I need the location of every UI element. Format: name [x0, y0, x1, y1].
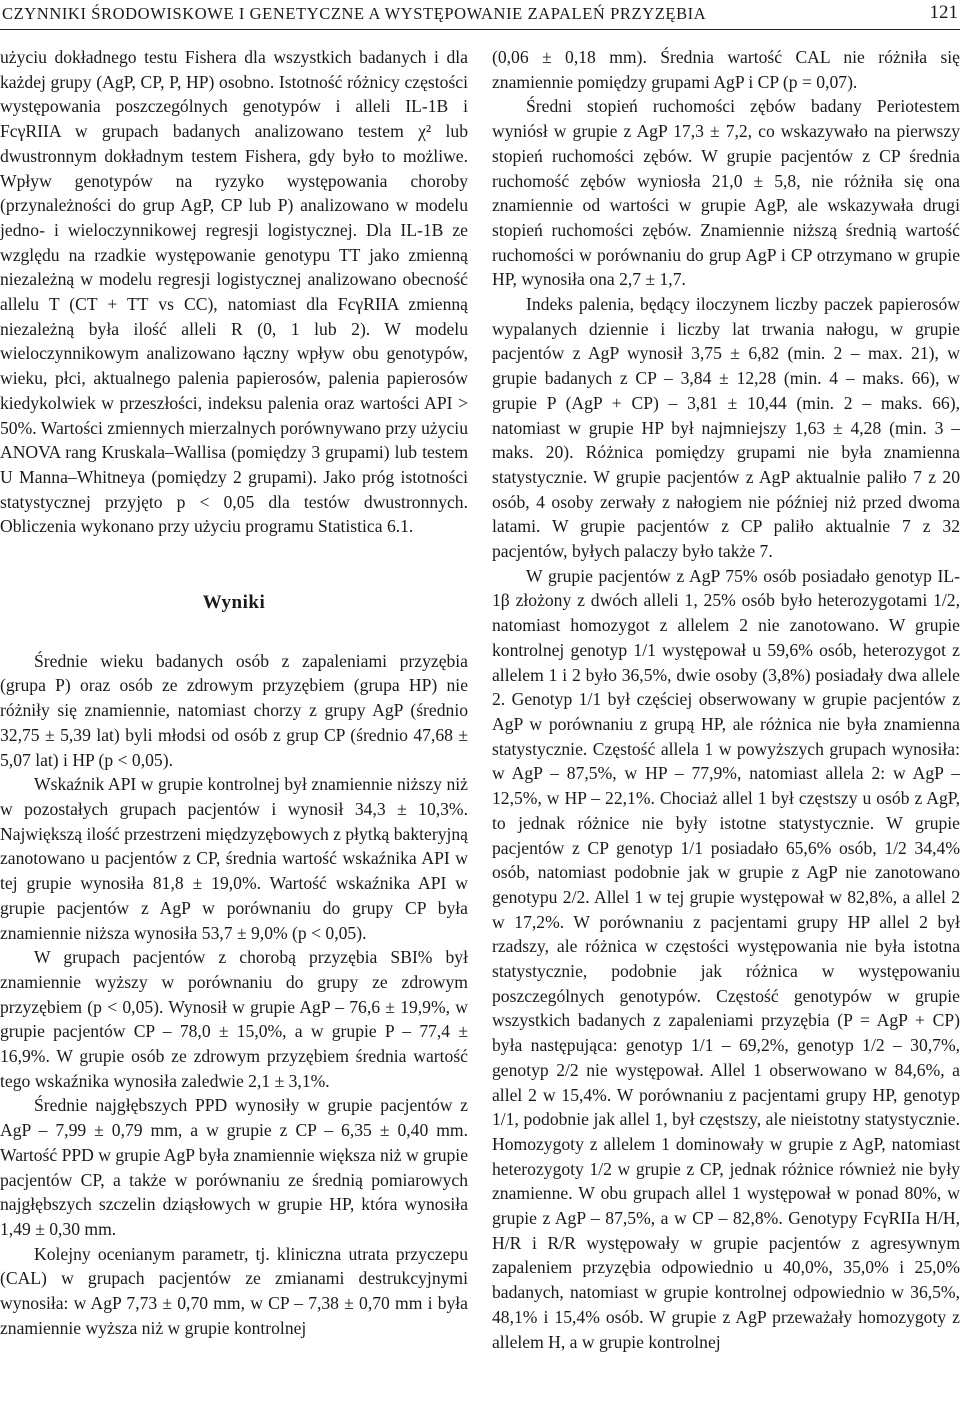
results-paragraph: (0,06 ± 0,18 mm). Średnia wartość CAL nie różniła się znamiennie pomiędzy grupami AgP i CP (p = 0,07).	[492, 47, 960, 92]
results-paragraph: W grupie pacjentów z AgP 75% osób posiadało genotyp IL-1β złożony z dwóch alleli 1, 25% osób było heterozygotami 1/2, natomiast homozygot z allelem 2 nie zanotowano. W grupie kontrolnej genotyp 1/1 występował u 59,6% osób, heterozygot z allelem 1 i 2 było 36,5%, dwie osoby (3,8%) posiadały dwa allele 2. Genotyp 1/1 był częściej obserwowany w grupie pacjentów z AgP w porównaniu z grupą HP, ale różnica nie była znamienna statystycznie. Częstość allela 1 w powyższych grupach wynosiła: w AgP – 87,5%, w HP – 77,9%, natomiast allela 2: w AgP – 12,5%, w HP – 22,1%. Chociaż allel 1 był częstszy u osób z AgP, to jednak różnice nie były istotne statystycznie. W grupie pacjentów z CP genotyp 1/1 posiadało 65,6% osób, 1/2 34,4% osób, natomiast podobnie jak w grupie z AgP nie zanotowano genotypu 2/2. Allel 1 w tej grupie występował w 82,8%, a allel 2 w 17,2%. W porównaniu z pacjentami grupy HP allel 2 był rzadszy, ale różnica w częstości występowania nie była istotna statystycznie, podobnie jak różnica w występowaniu poszczególnych genotypów. Częstość genotypów w grupie wszystkich badanych z zapaleniami przyzębia (P = AgP + CP) była następująca: genotyp 1/1 – 69,2%, genotyp 1/2 – 30,7%, genotyp 2/2 nie występował. Allel 1 obserwowano w 84,6%, a allel 2 w 15,4%. W porównaniu z pacjentami grupy HP, genotyp 1/1, podobnie jak allel 1, był częstszy, ale nieistotny statystycznie. Homozygoty z allelem 1 dominowały w grupie z AgP, natomiast heterozygoty 1/2 w grupie z CP, jednak różnice również nie były znamienne. W obu grupach allel 1 występował w ponad 80%, w grupie z AgP – 87,5%, a w CP – 82,8%. Genotypy FcγRIIa H/H, H/R i R/R występowały w grupie pacjentów z agresywnym zapaleniem przyzębia odpowiednio u 40,0%, 35,0% i 25,0% badanych, natomiast w grupie kontrolnej odpowiednio w 36,5%, 48,1% i 15,4% osób. W grupie z AgP przeważały homozygoty z allelem H, a w grupie kontrolnej	[492, 565, 960, 1352]
running-title: CZYNNIKI ŚRODOWISKOWE I GENETYCZNE A WYSTĘPOWANIE ZAPALEŃ PRZYZĘBIA	[2, 4, 707, 23]
results-paragraph: Średnie najgłębszych PPD wynosiły w grupie pacjentów z AgP – 7,99 ± 0,79 mm, a w grupie z CP – 6,35 ± 0,40 mm. Wartość PPD w grupie AgP była znamiennie większa niż w grupie pacjentów CP, a także w porównaniu ze średnią pomiarowych najgłębszych szczelin dziąsłowych w grupie HP, która wynosiła 1,49 ± 0,30 mm.	[0, 1095, 468, 1239]
page-number: 121	[929, 2, 958, 23]
results-paragraph: W grupach pacjentów z chorobą przyzębia SBI% był znamiennie wyższy w porównaniu do grupy ze zdrowym przyzębiem (p < 0,05). Wynosił w grupie AgP – 76,6 ± 19,9%, w grupie pacjentów CP – 78,0 ± 15,0%, a w grupie P – 77,4 ± 16,9%. W grupie osób ze zdrowym przyzębiem średnia wartość tego wskaźnika wynosiła zaledwie 2,1 ± 3,1%.	[0, 947, 468, 1091]
results-paragraph: Kolejny ocenianym parametr, tj. kliniczna utrata przyczepu (CAL) w grupach pacjentów ze zmianami destrukcyjnymi wynosiła: w AgP 7,73 ± 0,70 mm, w CP – 7,38 ± 0,70 mm i była znamiennie wyższa niż w grupie kontrolnej	[0, 1243, 468, 1338]
methods-paragraph: użyciu dokładnego testu Fishera dla wszystkich badanych i dla każdej grupy (AgP, CP, P, HP) osobno. Istotność różnicy częstości występowania poszczególnych genotypów i alleli IL-1B i FcγRIIA w grupach badanych analizowano testem χ² lub dwustronnym dokładnym testem Fishera, gdy było to możliwe. Wpływ genotypów na ryzyko występowania choroby (przynależności do grup AgP, CP lub P) analizowano w modelu jedno- i wieloczynnikowej regresji logistycznej. Dla IL-1B ze względu na rzadkie występowanie genotypu TT jako zmienną niezależną w modelu regresji logistycznej analizowano obecność allelu T (CT + TT vs CC), natomiast dla FcγRIIA zmienną niezależną była ilość alleli R (0, 1 lub 2). W modelu wieloczynnikowym analizowano łączny wpływ obu genotypów, wieku, płci, aktualnego palenia papierosów, palenia papierosów kiedykolwiek w przeszłości, indeksu palenia oraz wartości API > 50%. Wartości zmiennych mierzalnych porównywano przy użyciu ANOVA rang Kruskala–Wallisa (pomiędzy 3 grupami) lub testem U Manna–Whitneya (pomiędzy 2 grupami). Jako próg istotności statystycznej przyjęto p < 0,05 dla testów dwustronnych. Obliczenia wykonano przy użyciu programu Statistica 6.1.	[0, 47, 468, 537]
left-column	[0, 45, 468, 1340]
results-paragraph: Indeks palenia, będący iloczynem liczby paczek papierosów wypalanych dziennie i liczby lat trwania nałogu, w grupie pacjentów z AgP wynosił 3,75 ± 6,82 (min. 2 – max. 21), w grupie badanych z CP – 3,84 ± 12,28 (min. 4 – maks. 66), w grupie P (AgP + CP) – 3,81 ± 10,44 (min. 2 – maks. 66), natomiast w grupie HP był najmniejszy 1,63 ± 4,28 (min. 3 – maks. 20). Różnica pomiędzy grupami nie była znamienna statystycznie. W grupie pacjentów z AgP aktualnie paliło 7 z 20 osób, 4 osoby zerwały z nałogiem nie później niż przed dwoma latami. W grupie pacjentów z CP paliło aktualnie 7 z 32 pacjentów, byłych palaczy było także 7.	[492, 294, 960, 562]
results-paragraph: Wskaźnik API w grupie kontrolnej był znamiennie niższy niż w pozostałych grupach pacjentów i wynosił 34,3 ± 10,3%. Największą ilość przestrzeni międzyzębowych z płytką bakteryjną zanotowano u pacjentów z CP, średnia wartość wskaźnika API w tej grupie wynosiła 81,8 ± 19,0%. Wartość wskaźnika API w grupie pacjentów z AgP w porównaniu do grupy CP była znamiennie niższa wynosiła 53,7 ± 9,0% (p < 0,05).	[0, 774, 468, 943]
results-paragraph: Średnie wieku badanych osób z zapaleniami przyzębia (grupa P) oraz osób ze zdrowym przyzębiem (grupa HP) nie różniły się znamiennie, natomiast chorzy z grupy AgP (średnio 32,75 ± 5,39 lat) byli młodsi od osób z grup CP (średnio 47,68 ± 5,07 lat) i HP (p < 0,05).	[0, 650, 468, 770]
section-title-results: Wyniki	[202, 592, 266, 614]
header-rule	[0, 29, 960, 30]
right-column	[492, 45, 960, 1354]
running-header	[0, 0, 960, 30]
results-paragraph: Średni stopień ruchomości zębów badany Periotestem wyniósł w grupie z AgP 17,3 ± 7,2, co wskazywało na pierwszy stopień ruchomości zębów. W grupie pacjentów z CP średnia ruchomość zębów wyniosła 21,0 ± 5,8, nie różniła się ona znamiennie od wartości w grupie AgP, ale wskazywała drugi stopień ruchomości zębów. Znamiennie niższą średnią wartość ruchomości w porównaniu do grup AgP i CP otrzymano w grupie HP, wynosiła ona 2,7 ± 1,7.	[492, 96, 960, 290]
